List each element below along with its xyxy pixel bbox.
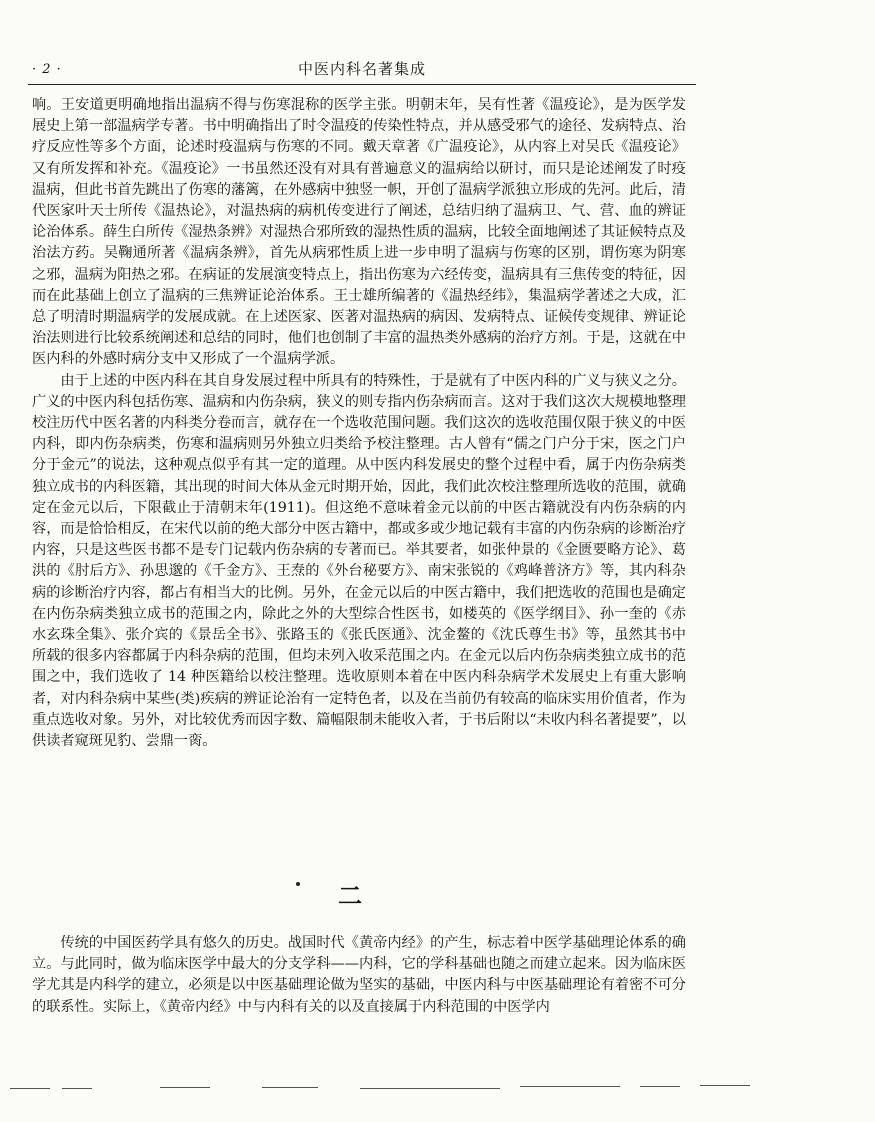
scan-artifact-line [360, 1088, 500, 1089]
running-title: 中医内科名著集成 [297, 60, 426, 78]
body-text-section-2 [32, 933, 686, 1018]
paragraph: 由于上述的中医内科在其自身发展过程中所具有的特殊性，于是就有了中医内科的广义与狭义之分。广义的中医内科包括伤寒、温病和内伤杂病，狭义的则专指内伤杂病而言。这对于我们这次大规模地整理校注历代中医名著的内科类分卷而言，就存在一个选收范围问题。我们这次的选收范围仅限于狭义的中医内科，即内伤杂病类，伤寒和温病则另外独立归类给予校注整理。古人曾有“儒之门户分于宋，医之门户分于金元”的说法，这种观点似乎有其一定的道理。从中医内科发展史的整个过程中看，属于内伤杂病类独立成书的内科医籍，其出现的时间大体从金元时期开始，因此，我们此次校注整理所选收的范围，就确定在金元以后，下限截止于清朝末年(1911)。但这绝不意味着金元以前的中医古籍就没有内伤杂病的内容，而是恰恰相反，在宋代以前的绝大部分中医古籍中，都或多或少地记载有丰富的内伤杂病的诊断治疗内容，只是这些医书都不是专门记载内伤杂病的专著而已。举其要者，如张仲景的《金匮要略方论》、葛洪的《肘后方》、孙思邈的《千金方》、王焘的《外台秘要方》、南宋张锐的《鸡峰普济方》等，其内科杂病的诊断治疗内容，都占有相当大的比例。另外，在金元以后的中医古籍中，我们把选收的范围也是确定在内伤杂病类独立成书的范围之内，除此之外的大型综合性医书，如楼英的《医学纲目》、孙一奎的《赤水玄珠全集》、张介宾的《景岳全书》、张路玉的《张氏医通》、沈金鳌的《沈氏尊生书》等，虽然其书中所载的很多内容都属于内科杂病的范围，但均未列入收采范围之内。在金元以后内伤杂病类独立成书的范围之中，我们选收了 14 种医籍给以校注整理。选收原则本着在中医内科杂病学术发展史上有重大影响者，对内科杂病中某些(类)疾病的辨证论治有一定特色者，以及在当前仍有较高的临床实用价值者，作为重点选收对象。另外，对比较优秀而因字数、篇幅限制未能收入者，于书后附以“未收内科名著提要”，以供读者窥斑见豹、尝鼎一脔。 [32, 372, 686, 750]
scan-artifact-line [640, 1086, 680, 1087]
page-header [28, 58, 696, 84]
page-number: · 2 · [32, 62, 62, 77]
body-text [32, 95, 686, 752]
paragraph: 传统的中国医药学具有悠久的历史。战国时代《黄帝内经》的产生，标志着中医学基础理论体系的确立。与此同时，做为临床医学中最大的分支学科——内科，它的学科基础也随之而建立起来。因为临床医学尤其是内科学的建立，必须是以中医基础理论做为坚实的基础，中医内科与中医基础理论有着密不可分的联系性。实际上，《黄帝内经》中与内科有关的以及直接属于内科范围的中医学内 [32, 935, 686, 1015]
paragraph: 响。王安道更明确地指出温病不得与伤寒混称的医学主张。明朝末年，吴有性著《温疫论》，是为医学发展史上第一部温病学专著。书中明确指出了时令温疫的传染性特点，并从感受邪气的途径、发病特点、治疗反应性等多个方面，论述时疫温病与伤寒的不同。戴天章著《广温疫论》，从内容上对吴氏《温疫论》又有所发挥和补充。《温疫论》一书虽然还没有对具有普遍意义的温病给以研讨，而只是论述阐发了时疫温病，但此书首先跳出了伤寒的藩篱，在外感病中独竖一帜，开创了温病学派独立形成的先河。此后，清代医家叶天士所传《温热论》，对温热病的病机传变进行了阐述，总结归纳了温病卫、气、营、血的辨证论治体系。薛生白所传《湿热条辨》对湿热合邪所致的湿热性质的温病，比较全面地阐述了其证候特点及治法方药。吴鞠通所著《温病条辨》，首先从病邪性质上进一步申明了温病与伤寒的区别，谓伤寒为阴寒之邪，温病为阳热之邪。在病证的发展演变特点上，指出伤寒为六经传变，温病具有三焦传变的特征，因而在此基础上创立了温病的三焦辨证论治体系。王士雄所编著的《温热经纬》，集温病学著述之大成，汇总了明清时期温病学的发展成就。在上述医家、医著对温热病的病因、发病特点、证候传变规律、辨证论治法则进行比较系统阐述和总结的同时，他们也创制了丰富的温热类外感病的治疗方剂。于是，这就在中医内科的外感时病分支中又形成了一个温病学派。 [32, 97, 686, 368]
scan-artifact-line [262, 1087, 318, 1088]
scan-artifact-line [520, 1086, 620, 1087]
scan-dot [296, 882, 300, 886]
scan-artifact-line [700, 1085, 750, 1086]
scan-artifact-line [62, 1088, 92, 1089]
section-heading: 二 [338, 881, 362, 910]
header-rule [28, 84, 696, 85]
scan-artifact-line [10, 1088, 50, 1089]
scan-artifact-line [160, 1087, 210, 1088]
